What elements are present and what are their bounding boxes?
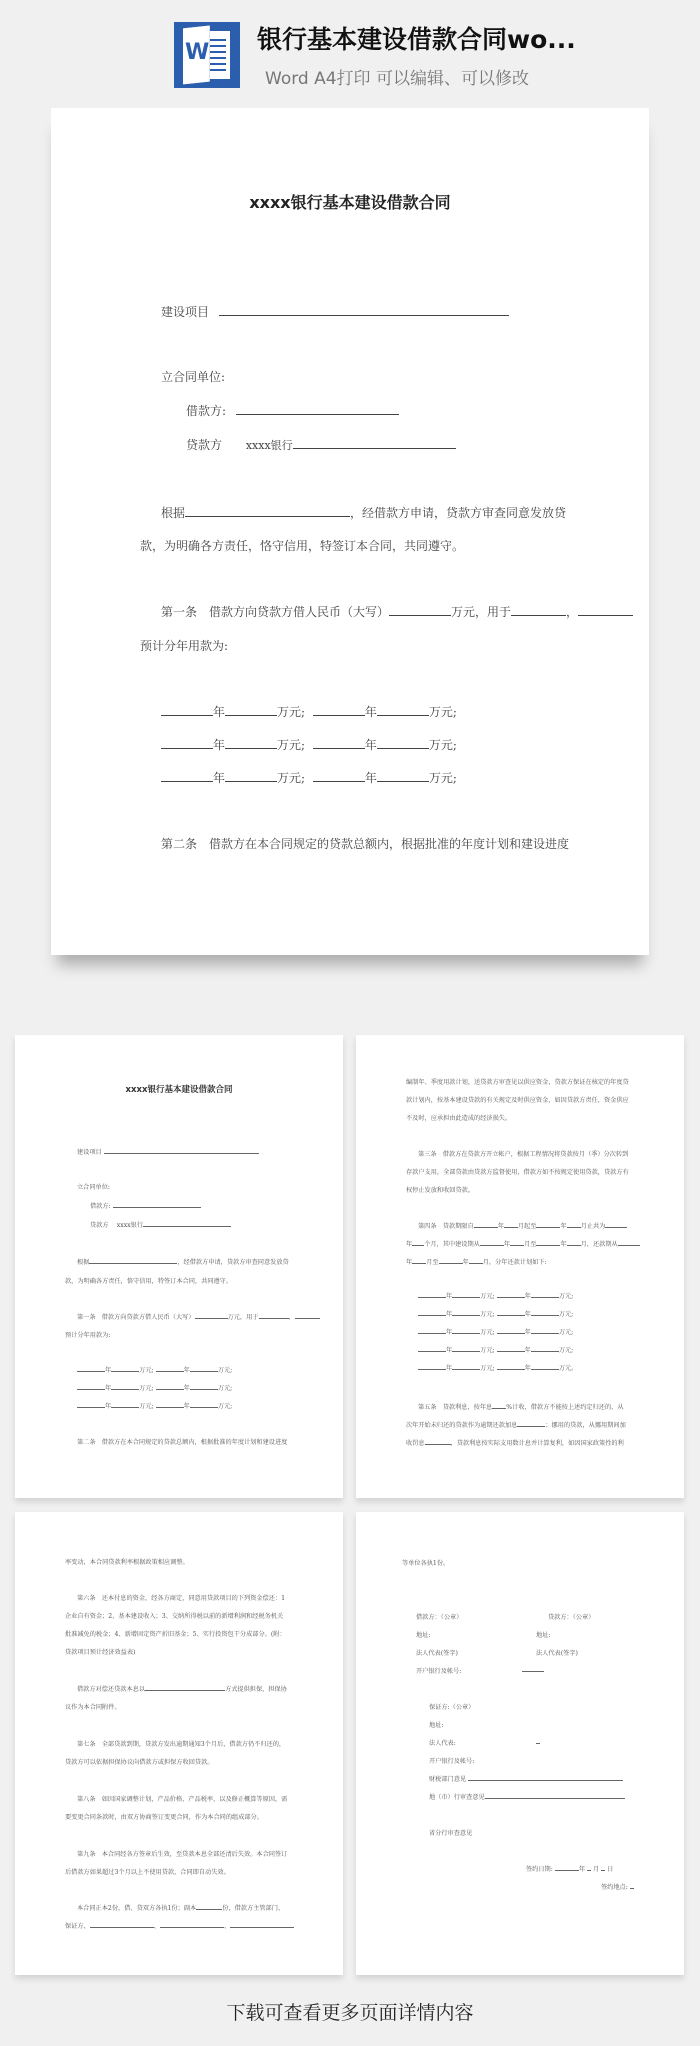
- yearly-plan-row: 年 万元; 年 万元;: [161, 736, 457, 753]
- borrower-blank: [236, 403, 399, 415]
- download-more-hint[interactable]: 下载可查看更多页面详情内容: [226, 2002, 474, 2024]
- article-1-line-1: 第一条 借款方向贷款方借人民币（大写） 万元，用于 ，: [161, 603, 633, 620]
- intro-line-2: 款，为明确各方责任，恪守信用，特签订本合同，共同遵守。: [140, 539, 465, 553]
- document-title: 银行基本建设借款合同wo...: [257, 25, 576, 54]
- yearly-plan-row: 年 万元; 年 万元;: [161, 769, 457, 786]
- article-1-line-2: 预计分年用款为:: [140, 639, 229, 653]
- header: [0, 0, 700, 100]
- lender-line: 贷款方 xxxx银行: [186, 436, 456, 453]
- borrower-line: 借款方:: [186, 402, 399, 419]
- thumbnail-page-2[interactable]: 编制年、季度用款计划，送贷款方审查见以供应资金，贷款方保证在核定的年度贷 款计划内，按基本建设贷款的有关规定及时供应资金，如因贷款方责任，资金供应 不及时，应承担由此造成的经济损失。 第三条 借款方在贷款方开立帐户，根据工程情况将贷款按月（季）分次转到 存款户支用，全部贷款由贷款方监督使用，借款方如不按规定使用贷款，贷款方有 权停止发放和收回贷款。 第四条 贷款期限自 年 月起至 年 月止共为 年 个月，其中建设期从 年 月至 年 月，还款期从 年 月至 年 月，分年还款计划如下: 年 万元; 年 万元; 年 万元; 年 万元; 年 万元; 年 万元; 年 万元; 年 万元; 年 万元; 年 万元。 第五条 贷款利息，按年息 %计收，借款方不能按上述约定归还的，从 次年开始未归还的贷款作为逾期还款加息 ；挪用的贷款，从挪用期间加 收罚息 ，贷款利息按实际支用数计息并计算复利，如因国家政策性的利: [356, 1035, 684, 1498]
- project-blank: [219, 304, 509, 316]
- document-subtitle: Word A4打印 可以编辑、可以修改: [265, 69, 529, 89]
- intro-line-1: 根据 ，经借款方申请，贷款方审查同意发放贷: [161, 506, 567, 520]
- project-line: 建设项目: [161, 303, 509, 320]
- lender-blank: [293, 437, 456, 449]
- yearly-plan-row: 年 万元; 年 万元;: [161, 703, 457, 720]
- parties-label: 立合同单位:: [161, 370, 226, 384]
- thumbnail-page-4[interactable]: 等单位各执1份。 借款方：（公章） 贷款方：（公章） 地址: 地址: 法人代表(签字) 法人代表(签字) 开户银行及帐号: 保证方:（公章） 地址: 法人代表: 开户银行及帐号: 财税部门意见 地（市）行审查意见 省分行审查意见 签约日期: 年 月 日 签约地点:: [356, 1512, 684, 1975]
- contract-title: xxxx银行基本建设借款合同: [249, 193, 451, 212]
- word-document-icon: W: [174, 22, 240, 88]
- thumbnail-page-1[interactable]: xxxx银行基本建设借款合同 建设项目 立合同单位: 借款方: 贷款方 xxxx银行 根据 ，经借款方申请，贷款方审查同意发放贷 款，为明确各方责任，恪守信用，特签订本合同，共同遵守。 第一条 借款方向贷款方借人民币（大写） 万元，用于 ， 预计分年用款为: 年 万元; 年 万元; 年 万元; 年 万元; 年 万元; 年 万元; 第二条 借款方在本合同规定的贷款总额内，根据批准的年度计划和建设进度: [15, 1035, 343, 1498]
- main-page-preview: [51, 108, 649, 955]
- thumbnail-page-3[interactable]: 率变动，本合同贷款利率根据政策相应调整。 第六条 还本付息的资金，经各方商定，同意用贷款项目的下列资金偿还：1 企业自有资金；2、基本建设收入；3、交纳所得税以前的新增利润和经税务机关 批准减免的税金；4、新增固定资产折旧基金；5、实行投资包干分成部分。(附： 贷款项目预计经济效益表) 借款方对偿还贷款本息以 方式提供担保，担保协 议作为本合同附件。 第七条 全部贷款到期，贷款方发出逾期通知3个月后，借款方仍不归还的， 贷款方可以依据担保协议向借款方或担保方收回贷款。 第八条 如因国家调整计划，产品价格、产品税率，以及修正概算等原因，需 要变更合同条款时，由双方协商签订变更合同，作为本合同的组成部分。 第九条 本合同经各方签章后生效，至贷款本息全部还清后失效。本合同签订 后借款方如果超过3个月以上不使用贷款，合同即自动失效。 本合同正本2份，借、贷双方各执1份；副本 份，借款方主管部门、 保证方、 、 、: [15, 1512, 343, 1975]
- article-2-line: 第二条 借款方在本合同规定的贷款总额内，根据批准的年度计划和建设进度: [161, 837, 570, 851]
